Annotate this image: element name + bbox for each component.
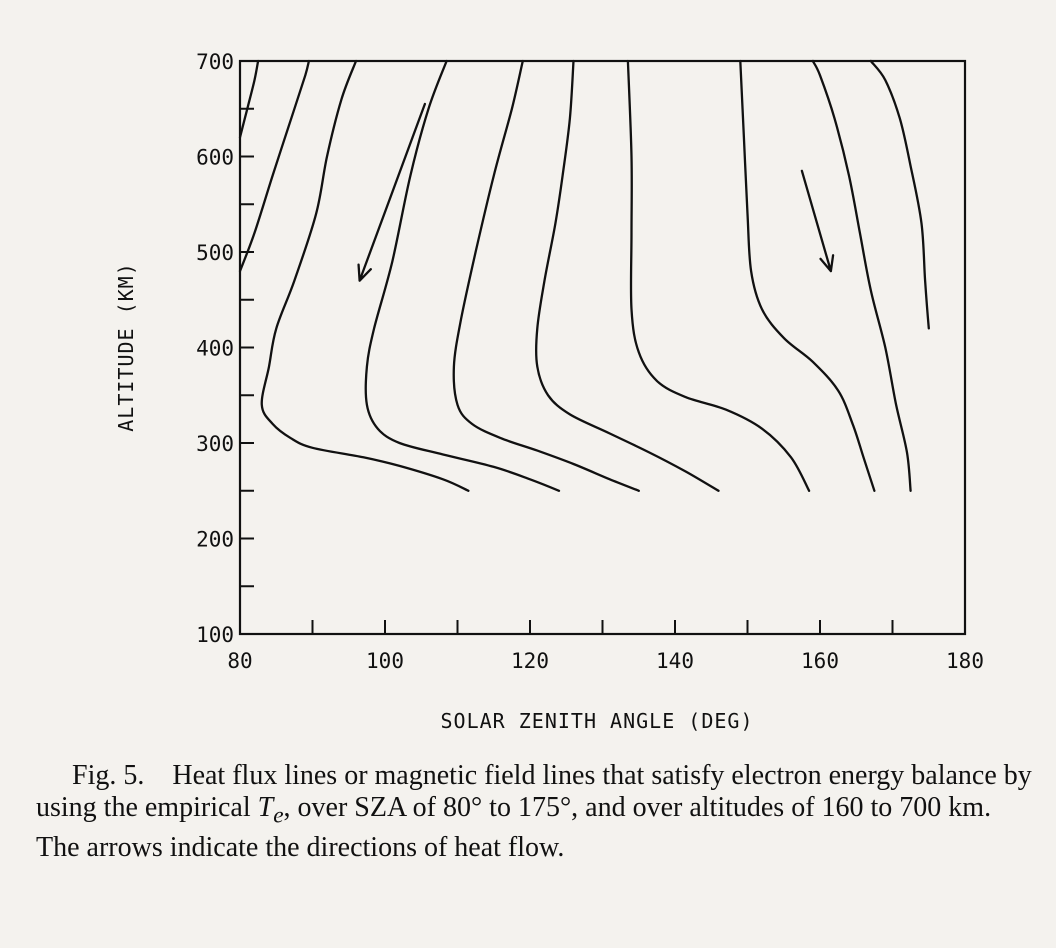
caption-symbol: T	[257, 792, 274, 823]
caption-text-end: , over SZA of 80° to 175°, and over altitudes of 160 to 700 km. The arrows indicate the directions of heat flow.	[36, 792, 992, 863]
field-line-6	[536, 61, 718, 491]
y-tick-label: 500	[196, 241, 234, 265]
figure-number: Fig. 5.	[72, 760, 145, 791]
y-axis-label: ALTITUDE (KM)	[114, 262, 138, 432]
plot-frame	[240, 61, 965, 634]
field-line-7	[628, 61, 809, 491]
caption-symbol-subscript: e	[273, 802, 284, 829]
heat-flow-arrows	[359, 104, 834, 281]
caption-text-start: Heat flux lines or magnetic field lines that satisfy electron energy balance by using the empirical	[36, 760, 1032, 823]
x-axis-label: SOLAR ZENITH ANGLE (DEG)	[440, 709, 754, 733]
field-lines	[240, 61, 929, 491]
y-tick-label: 600	[196, 145, 234, 170]
x-tick-label: 140	[656, 649, 694, 673]
field-line-10	[871, 61, 929, 328]
y-tick-labels	[196, 50, 234, 647]
x-tick-label: 160	[801, 649, 839, 673]
y-tick-label: 300	[196, 432, 234, 456]
y-tick-label: 400	[196, 336, 234, 361]
y-tick-label: 700	[196, 50, 234, 74]
figure-caption	[36, 760, 1036, 864]
heat-flow-arrow-1	[359, 104, 425, 281]
heat-flow-arrow-2	[802, 171, 833, 271]
axis-ticks	[240, 109, 893, 634]
x-tick-label: 100	[366, 649, 404, 673]
y-tick-label: 100	[196, 623, 234, 647]
x-tick-label: 80	[227, 649, 253, 673]
x-tick-labels	[227, 649, 984, 673]
x-tick-label: 120	[511, 649, 549, 673]
x-tick-label: 180	[946, 649, 984, 673]
field-line-9	[813, 61, 911, 491]
field-line-4	[366, 61, 559, 491]
field-line-1	[240, 61, 258, 137]
y-tick-label: 200	[196, 527, 234, 552]
